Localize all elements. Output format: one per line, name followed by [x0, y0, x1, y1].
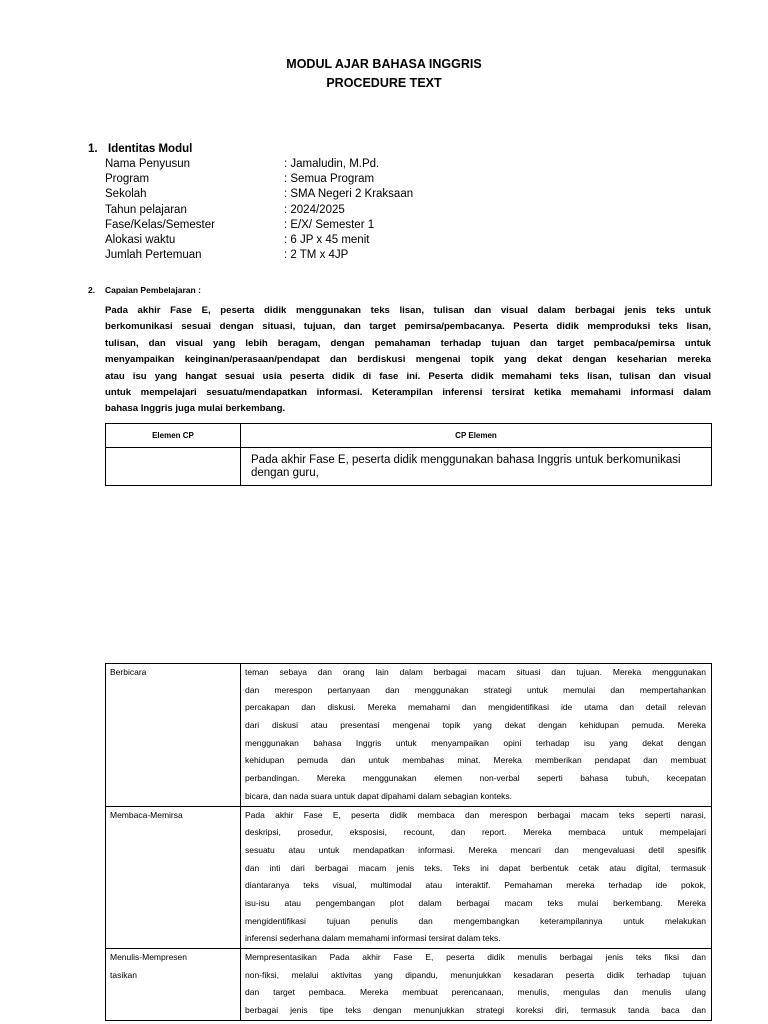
cp-table [105, 423, 712, 486]
skill-line: berbagai jenis tipe teks dengan menunjukkan strategi koreksi diri, termasuk tanda baca dan [245, 1005, 706, 1016]
identity-value: : E/X/ Semester 1 [284, 218, 375, 231]
skill-text-cell [241, 664, 712, 807]
paragraph-line: tulisan, dan visual yang lebih beragam, dengan pemahaman terhadap tujuan dan target pembaca/pemirsa untuk [105, 337, 711, 349]
paragraph-line: Pada akhir Fase E, peserta didik menggunakan teks lisan, tulisan dan visual dalam berbagai jenis teks untuk [105, 305, 711, 316]
skill-line: Pada akhir Fase E, peserta didik membaca dan merespon berbagai macam teks seperti narasi, [245, 809, 706, 820]
identity-row [105, 187, 413, 202]
identity-label: Alokasi waktu [105, 233, 176, 246]
identity-value: : 2 TM x 4JP [284, 249, 349, 262]
column-header-cp-elemen: CP Elemen [241, 424, 712, 448]
identity-value: : 6 JP x 45 menit [284, 233, 370, 246]
skill-line: dan inti dari berbagai macam jenis teks. Teks ini dapat berbentuk cetak atau digital, termasuk [245, 862, 706, 873]
skill-line: menggunakan bahasa Inggris untuk menyampaikan opini terhadap isu yang dekat dengan [245, 737, 706, 748]
table-row [106, 806, 712, 949]
skill-line: deskripsi, prosedur, eksposisi, recount, dan report. Mereka membaca untuk mempelajari [245, 827, 706, 838]
identity-row [105, 233, 413, 248]
paragraph-line: berkomunikasi sesuai dengan situasi, tujuan, dan target pemirsa/pembacanya. Peserta didik memproduksi teks lisan, [105, 321, 711, 333]
identity-row [105, 218, 413, 233]
skill-line: inferensi sederhana dalam memahami informasi tersirat dalam teks. [245, 933, 501, 944]
identity-value: : SMA Negeri 2 Kraksaan [284, 188, 414, 201]
table-cell-empty [106, 448, 241, 486]
paragraph-line: menyampaikan keinginan/perasaan/pendapat dan berdiskusi mengenai topik yang dekat dengan keseharian mereka [105, 354, 711, 366]
identity-label: Jumlah Pertemuan [105, 249, 202, 262]
skill-line: bicara, dan nada suara untuk dapat dipahami dalam sebagian konteks. [245, 790, 512, 801]
skill-line: perbandingan. Mereka menggunakan elemen non-verbal seperti bahasa tubuh, kecepatan [245, 773, 706, 784]
identity-row [105, 172, 413, 187]
skill-line: mengidentifikasi tujuan penulis dan mengembangkan keterampilannya untuk melakukan [245, 915, 706, 926]
skill-text-cell [241, 806, 712, 949]
skill-label: tasikan [110, 969, 137, 980]
skill-label: Berbicara [110, 667, 147, 677]
skill-label-cell [106, 949, 241, 1021]
skill-label: Menulis-Mempresen [110, 952, 187, 962]
table-row [106, 664, 712, 807]
section-title: Identitas Modul [108, 143, 193, 155]
section-number: 1. [88, 143, 98, 155]
skill-label-cell [106, 806, 241, 949]
skill-description [241, 664, 711, 806]
skill-text-cell [241, 949, 712, 1021]
table-row [106, 448, 712, 486]
section-title: Capaian Pembelajaran : [105, 285, 201, 295]
identity-row [105, 157, 413, 172]
identity-list [105, 157, 413, 263]
identity-value: : Jamaludin, M.Pd. [284, 158, 380, 170]
section-number: 2. [88, 285, 96, 295]
identity-value: : 2024/2025 [284, 203, 345, 216]
skill-line: dan merespon pertanyaan dan menggunakan strategi untuk memulai dan mempertahankan [245, 684, 706, 695]
skill-line: dari diskusi atau presentasi mengenai topik yang dekat dengan kehidupan pemuda. Mereka [245, 720, 706, 731]
paragraph-line: untuk mempelajari sesuatu/mendapatkan informasi. Keterampilan inferensi tersirat ketika memahami informasi dalam [105, 386, 711, 398]
section-heading-capaian [88, 285, 201, 295]
document-title: MODUL AJAR BAHASA INGGRIS [286, 57, 482, 71]
skill-label: Membaca-Memirsa [110, 809, 183, 820]
document-subtitle: PROCEDURE TEXT [326, 76, 442, 90]
cp-element-text: Pada akhir Fase E, peserta didik menggunakan bahasa Inggris untuk berkomunikasi dengan guru, [251, 454, 681, 479]
skill-line: kehidupan pemuda dan untuk membahas minat. Mereka memberikan pendapat dan membuat [245, 755, 706, 766]
table-cell [241, 448, 712, 486]
skill-line: non-fiksi, melalui aktivitas yang dipandu, menunjukkan kesadaran peserta didik terhadap tujuan [245, 969, 706, 980]
skill-line: diantaranya teks visual, multimodal atau interaktif. Pemahaman mereka terhadap ide pokok, [245, 880, 706, 891]
skill-line: Mempresentasikan Pada akhir Fase E, peserta didik menulis berbagai jenis teks fiksi dan [245, 952, 706, 962]
identity-row [105, 248, 413, 263]
section-heading-identitas [88, 143, 192, 155]
column-header-elemen-cp: Elemen CP [106, 424, 241, 448]
identity-label: Tahun pelajaran [105, 203, 187, 216]
identity-value: : Semua Program [284, 173, 375, 186]
skill-line: teman sebaya dan orang lain dalam berbagai macam situasi dan tujuan. Mereka menggunakan [245, 667, 706, 677]
identity-label: Nama Penyusun [105, 158, 191, 170]
skill-description [241, 807, 711, 949]
table-header-row [106, 424, 712, 448]
identity-row [105, 203, 413, 218]
identity-label: Fase/Kelas/Semester [105, 218, 215, 231]
paragraph-line: atau isu yang hangat sesuai usia peserta didik di fase ini. Peserta didik memahami teks lisan, tulisan dan visual [105, 370, 711, 382]
table-row [106, 949, 712, 1021]
skill-line: dan target pembaca. Mereka membuat perencanaan, menulis, mengulas dan menulis ulang [245, 987, 706, 998]
identity-label: Program [105, 173, 150, 186]
skill-line: sesuatu atau untuk mendapatkan informasi. Mereka mencari dan mengevaluasi detil spesifik [245, 844, 706, 855]
paragraph-line: bahasa Inggris juga mulai berkembang. [105, 403, 286, 415]
skill-line: isu-isu atau pengembangan plot dalam berbagai macam teks mulai berkembang. Mereka [245, 897, 706, 908]
identity-label: Sekolah [105, 188, 147, 201]
skill-description [241, 949, 711, 1020]
skills-table [105, 663, 712, 1021]
skill-line: percakapan dan diskusi. Mereka memahami dan mengidentifikasi ide utama dan detail relevan [245, 702, 706, 713]
skill-label-cell [106, 664, 241, 807]
capaian-paragraph [105, 303, 711, 418]
